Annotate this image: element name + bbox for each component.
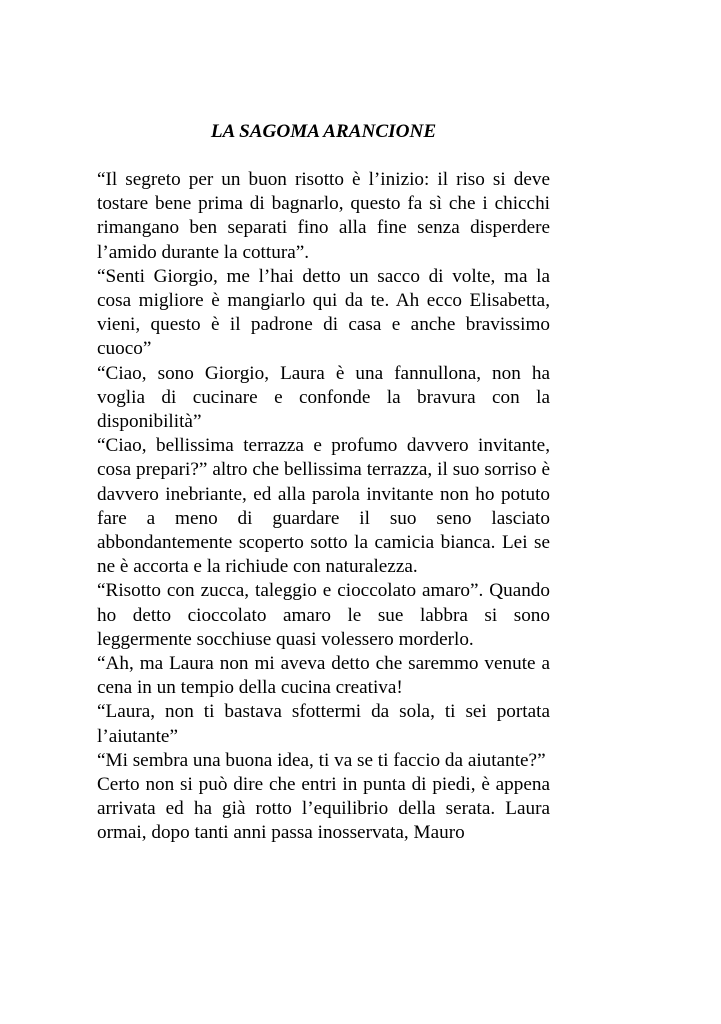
paragraph: “Ah, ma Laura non mi aveva detto che saremmo venute a cena in un tempio della cucina creativa!: [97, 653, 550, 699]
paragraph: “Laura, non ti bastava sfottermi da sola, ti sei portata l’aiutante”: [97, 701, 550, 747]
paragraph: “Ciao, sono Giorgio, Laura è una fannullona, non ha voglia di cucinare e confonde la bravura con la disponibilità”: [97, 362, 550, 433]
paragraph: “Risotto con zucca, taleggio e cioccolato amaro”. Quando ho detto cioccolato amaro le sue labbra si sono leggermente socchiuse quasi volessero morderlo.: [97, 580, 550, 650]
paragraph: “Il segreto per un buon risotto è l’inizio: il riso si deve tostare bene prima di bagnarlo, questo fa sì che i chicchi rimangano ben separati fino alla fine senza disperdere l’amido durante la cottura”.: [97, 169, 550, 263]
document-title: LA SAGOMA ARANCIONE: [210, 121, 437, 142]
paragraph: “Senti Giorgio, me l’hai detto un sacco di volte, ma la cosa migliore è mangiarlo qui da te. Ah ecco Elisabetta, vieni, questo è il padrone di casa e anche bravissimo cuoco”: [97, 265, 550, 360]
document-page: [97, 120, 550, 846]
paragraph: Certo non si può dire che entri in punta di piedi, è appena arrivata ed ha già rotto l’equilibrio della serata. Laura ormai, dopo tanti anni passa inosservata, Mauro: [97, 774, 550, 844]
paragraph: “Mi sembra una buona idea, ti va se ti faccio da aiutante?”: [97, 749, 546, 771]
paragraph: “Ciao, bellissima terrazza e profumo davvero invitante, cosa prepari?” altro che bellissima terrazza, il suo sorriso è davvero inebriante, ed alla parola invitante non ho potuto fare a meno di guardare il suo seno lasciato abbondantemente scoperto sotto la camicia bianca. Lei se ne è accorta e la richiude con naturalezza.: [97, 435, 550, 578]
